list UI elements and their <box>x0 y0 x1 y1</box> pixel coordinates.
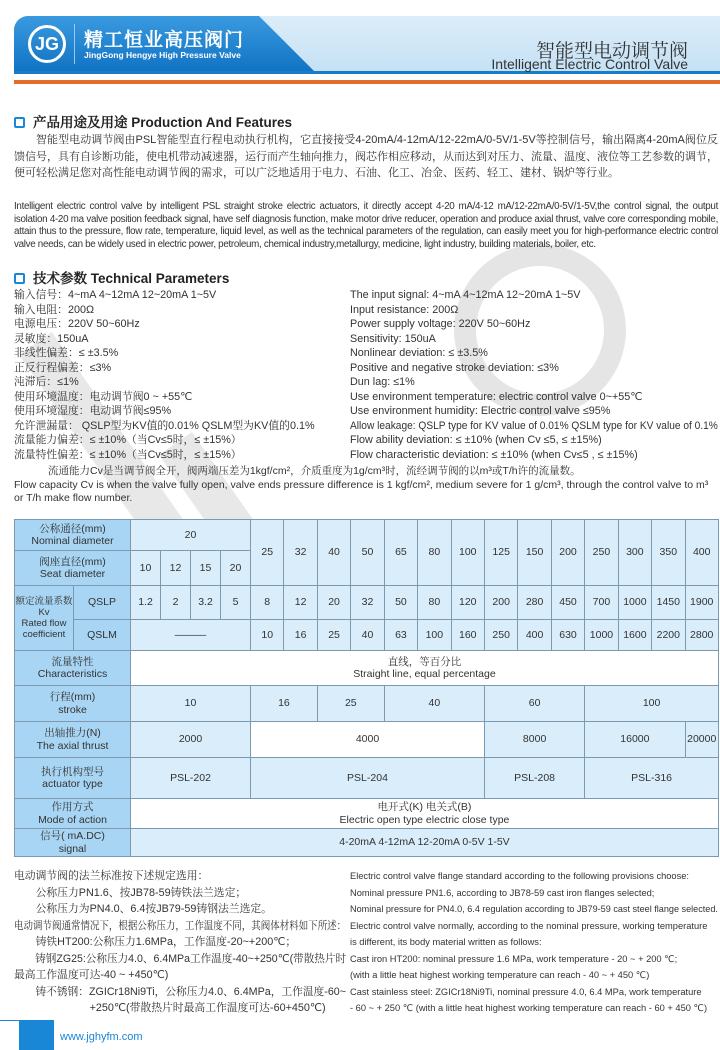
table-row <box>15 520 719 551</box>
table-cell: 8000 <box>484 722 584 758</box>
table-cell: 300 <box>618 520 651 586</box>
row-header <box>15 758 131 799</box>
table-cell: 12 <box>161 551 191 586</box>
table-cell <box>131 799 719 829</box>
footer-bar <box>19 1020 54 1050</box>
note-line: Electric control valve flange standard according to the following provisions choose: <box>350 871 690 881</box>
parameter-item: The input signal: 4~mA 4~12mA 12~20mA 1~5V <box>350 289 581 301</box>
table-row <box>15 799 719 829</box>
square-bullet-icon <box>14 117 25 128</box>
section-title-parameters <box>14 267 229 287</box>
table-cell: 100 <box>585 686 719 722</box>
table-cell: 12 <box>284 586 317 620</box>
table-cell: 5 <box>221 586 251 620</box>
section-title-text: 产品用途及用途 Production And Features <box>33 115 293 130</box>
table-cell: 8 <box>251 586 284 620</box>
table-row <box>15 620 719 651</box>
parameters-list-cn <box>14 288 348 462</box>
flow-capacity-note <box>14 465 718 506</box>
table-row <box>15 651 719 686</box>
table-cell: PSL-204 <box>251 758 485 799</box>
cell-text: actuator type <box>42 778 103 790</box>
table-cell: PSL-202 <box>131 758 251 799</box>
row-header <box>15 651 131 686</box>
table-cell: 20 <box>131 520 251 551</box>
table-cell: 4000 <box>251 722 485 758</box>
table-row <box>15 722 719 758</box>
table-cell: 150 <box>518 520 551 586</box>
note-line: Electric control valve normally, according to the nominal pressure, working temperature <box>350 920 708 931</box>
parameter-item: 非线性偏差：≤ ±3.5% <box>14 347 119 359</box>
table-cell: 4-20mA 4-12mA 12-20mA 0-5V 1-5V <box>131 829 719 857</box>
table-cell: 10 <box>131 686 251 722</box>
cell-text: Characteristics <box>37 668 108 680</box>
note-line: 铸铁HT200:公称压力1.6MPa，工作温度-20~+200℃； <box>14 936 297 948</box>
note-line: is different, its body material written as follows: <box>350 937 542 947</box>
parameter-item: Input resistance: 200Ω <box>350 303 459 316</box>
table-cell: PSL-316 <box>585 758 719 799</box>
parameter-item: 流量能力偏差：≤ ±10%（当Cv≤5时，≤ ±15%） <box>14 434 242 446</box>
table-cell: 1000 <box>618 586 651 620</box>
parameter-item: 允许泄漏量： QSLP型为KV值的0.01% QSLM型为KV值的0.1% <box>14 419 315 432</box>
table-cell: 10 <box>251 620 284 651</box>
parameter-item: Use environment humidity: Electric control valve ≤95% <box>350 405 611 417</box>
table-cell: 200 <box>484 586 517 620</box>
note-line: +250℃(带散热片时最高工作温度可达-60+450℃) <box>14 1002 326 1014</box>
cell-text: 公称通径(mm) <box>39 522 106 535</box>
table-cell: 1900 <box>685 586 718 620</box>
brand-name-cn: 精工恒业高压阀门 <box>84 30 245 51</box>
table-cell: 1450 <box>652 586 685 620</box>
table-cell: 16 <box>284 620 317 651</box>
parameter-item: 电源电压：220V 50~60Hz <box>14 318 140 330</box>
features-text-cn: 智能型电动调节阀由PSL智能型直行程电动执行机构，它直接接受4-20mA/4-12mA/12-22mA/0-5V/1-5V等控制信号，输出隔离4-20mA阀位反馈信号，具有自诊断功能，使电机带动减速器，运行而产生轴向推力，阀芯作相应移动，从而达到对压力、流量、温度、液位等工艺参数的调节，便可轻松满足您对高性能电动调节阀的需求，可以广泛地适用于电力、石油、化工、冶金、医药、轻工、建材、锅炉等行业。 <box>14 134 718 179</box>
flow-capacity-en: Flow capacity Cv is when the valve fully open, valve ends pressure difference is 1 kgf/cm², medium severe for 1 g/cm³, through the control valve to m³ or T/h make flow number. <box>14 478 709 504</box>
page-header <box>14 16 720 74</box>
table-cell: 20 <box>221 551 251 586</box>
table-cell: 25 <box>317 686 384 722</box>
table-cell: 40 <box>351 620 384 651</box>
square-bullet-icon <box>14 273 25 284</box>
section-title-text: 技术参数 Technical Parameters <box>33 271 230 286</box>
flange-notes-en <box>350 868 718 1017</box>
table-cell: 50 <box>384 586 417 620</box>
cell-text: 行程(mm) <box>49 691 96 703</box>
parameter-item: 沌滞后：≤1% <box>14 376 79 388</box>
parameter-item: 输入信号：4~mA 4~12mA 12~20mA 1~5V <box>14 289 217 301</box>
table-cell: 80 <box>418 586 451 620</box>
row-header <box>15 829 131 857</box>
note-line: Nominal pressure for PN4.0, 6.4 regulation according to JB79-59 cast steel flange selected. <box>350 904 718 914</box>
table-cell: 16000 <box>585 722 685 758</box>
table-row <box>15 829 719 857</box>
cell-text: Rated flow coefficient <box>21 618 67 640</box>
cell-text: 流量特性 <box>51 655 94 668</box>
note-line: Nominal pressure PN1.6, according to JB78-59 cast iron flanges selected; <box>350 887 655 898</box>
table-cell: 32 <box>284 520 317 586</box>
note-line: 最高工作温度可达-40 ~ +450℃) <box>14 969 169 981</box>
parameter-item: Dun lag: ≤1% <box>350 376 415 388</box>
table-cell: 10 <box>131 551 161 586</box>
product-title-cn: 智能型电动调节阀 <box>535 41 688 62</box>
flow-capacity-cn: 流通能力Cv是当调节阀全开，阀两端压差为1kgf/cm²，介质重度为1g/cm³时，流经调节阀的以m³或T/h许的流量数。 <box>48 465 581 477</box>
table-cell: 350 <box>652 520 685 586</box>
row-header <box>15 799 131 829</box>
parameters-list-en <box>350 288 718 462</box>
table-cell: 20000 <box>685 722 718 758</box>
cell-text: Mode of action <box>38 813 107 826</box>
table-cell: 2800 <box>685 620 718 651</box>
parameter-item: Positive and negative stroke deviation: ≤3% <box>350 361 559 374</box>
company-logo-icon: JG <box>28 25 66 63</box>
note-line: 电动调节阀通常情况下，根据公称压力，工作温度不同，其阀体材料如下所述： <box>14 919 347 932</box>
row-header <box>15 686 131 722</box>
table-cell: 15 <box>191 551 221 586</box>
cell-text: 作用方式 <box>51 801 94 813</box>
table-cell: 100 <box>418 620 451 651</box>
cell-text: 信号( mA.DC) <box>40 830 105 842</box>
parameter-item: Sensitivity: 150uA <box>350 332 436 345</box>
table-cell: 1000 <box>585 620 618 651</box>
table-cell: 100 <box>451 520 484 586</box>
table-cell: 250 <box>484 620 517 651</box>
cell-text: 额定流量系数Kv <box>15 596 73 618</box>
section-title-features <box>14 111 292 131</box>
orange-divider <box>14 80 720 84</box>
table-cell: 250 <box>585 520 618 586</box>
note-line: Cast stainless steel: ZGICr18Ni9Ti, nominal pressure 4.0, 6.4 MPa, work temperature <box>350 986 702 997</box>
cell-text: 直线，等百分比 <box>387 655 462 668</box>
cell-text: The axial thrust <box>36 739 109 752</box>
note-line: Cast iron HT200: nominal pressure 1.6 MPa, work temperature - 20 ~ + 200 ℃; <box>350 953 678 964</box>
table-row <box>15 586 719 620</box>
cell-text: signal <box>58 842 87 855</box>
cell-text: Nominal diameter <box>31 535 114 547</box>
parameter-item: 灵敏度：150uA <box>14 332 89 345</box>
note-line: 公称压力PN1.6、按JB78-59铸铁法兰选定； <box>14 886 247 899</box>
table-cell: 1.2 <box>131 586 161 620</box>
table-cell: 20 <box>317 586 350 620</box>
table-cell: 60 <box>484 686 584 722</box>
table-cell: 2200 <box>652 620 685 651</box>
table-cell: 3.2 <box>191 586 221 620</box>
note-line: 电动调节阀的法兰标准按下述规定选用： <box>14 870 209 882</box>
table-cell: 280 <box>518 586 551 620</box>
row-header <box>15 520 131 551</box>
table-cell: 32 <box>351 586 384 620</box>
table-cell: 400 <box>518 620 551 651</box>
parameter-item: Nonlinear deviation: ≤ ±3.5% <box>350 347 488 359</box>
parameter-item: 正反行程偏差：≤3% <box>14 361 112 374</box>
table-cell: 200 <box>551 520 584 586</box>
cell-text: 阀座直径(mm) <box>39 555 106 568</box>
note-line: 铸钢ZG25:公称压力4.0、6.4MPa工作温度-40~+250℃(带散热片时 <box>14 952 347 965</box>
parameter-item: Use environment temperature: electric control valve 0~+55℃ <box>350 390 643 403</box>
table-cell: 1600 <box>618 620 651 651</box>
table-row <box>15 758 719 799</box>
table-cell: 400 <box>685 520 718 586</box>
divider <box>74 24 75 64</box>
parameter-item: 使用环境温度：电动调节阀0 ~ +55℃ <box>14 390 193 403</box>
parameter-item: Allow leakage: QSLP type for KV value of 0.01% QSLM type for KV value of 0.1% <box>350 419 718 432</box>
table-cell: 65 <box>384 520 417 586</box>
row-subheader: QSLM <box>74 620 131 651</box>
brand-name-en: JingGong Hengye High Pressure Valve <box>84 50 241 60</box>
cell-text: 出轴推力(N) <box>44 727 101 739</box>
table-cell: 160 <box>451 620 484 651</box>
parameter-item: Power supply voltage: 220V 50~60Hz <box>350 318 531 330</box>
parameter-item: Flow ability deviation: ≤ ±10% (when Cv ≤5, ≤ ±15%) <box>350 434 602 446</box>
specifications-table <box>14 519 719 857</box>
cell-text: Electric open type electric close type <box>339 813 510 826</box>
note-line: 铸不锈钢：ZGICr18Ni9Ti，公称压力4.0、6.4MPa，工作温度-60~ <box>14 985 346 998</box>
parameter-item: 输入电阻：200Ω <box>14 303 95 316</box>
cell-text: Straight line, equal percentage <box>353 668 496 680</box>
table-cell: 16 <box>251 686 318 722</box>
table-cell: 25 <box>317 620 350 651</box>
row-subheader: QSLP <box>74 586 131 620</box>
cell-text: Seat diameter <box>39 568 106 580</box>
cell-text: 执行机构型号 <box>41 765 104 778</box>
table-cell: 700 <box>585 586 618 620</box>
note-line: (with a little heat highest working temperature can reach - 40 ~ + 450 ℃) <box>350 970 650 980</box>
table-cell: 63 <box>384 620 417 651</box>
website-link[interactable]: www.jghyfm.com <box>60 1031 143 1043</box>
table-cell: 25 <box>251 520 284 586</box>
table-cell: 120 <box>451 586 484 620</box>
note-line: 公称压力为PN4.0、6.4按JB79-59铸钢法兰选定。 <box>14 903 272 915</box>
table-cell: 450 <box>551 586 584 620</box>
table-cell: 2 <box>161 586 191 620</box>
table-cell: 40 <box>384 686 484 722</box>
table-row <box>15 686 719 722</box>
cell-text: stroke <box>58 703 87 716</box>
parameter-item: Flow characteristic deviation: ≤ ±10% (when Cv≤5 , ≤ ±15%) <box>350 448 638 461</box>
note-line: - 60 ~ + 250 ℃ (with a little heat highest working temperature can reach - 60 + 450 ℃) <box>350 1003 708 1013</box>
parameter-item: 使用环境湿度：电动调节阀≤95% <box>14 405 172 417</box>
table-cell: PSL-208 <box>484 758 584 799</box>
table-cell: ——— <box>131 620 251 651</box>
table-cell: 80 <box>418 520 451 586</box>
flange-notes-cn <box>14 868 346 1017</box>
table-cell: 50 <box>351 520 384 586</box>
table-cell: 2000 <box>131 722 251 758</box>
table-cell: 630 <box>551 620 584 651</box>
row-header <box>15 551 131 586</box>
table-cell <box>131 651 719 686</box>
cell-text: 电开式(K) 电关式(B) <box>377 801 472 813</box>
row-header <box>15 586 74 651</box>
row-header <box>15 722 131 758</box>
parameter-item: 流量特性偏差：≤ ±10%（当Cv≤5时，≤ ±15%） <box>14 448 242 461</box>
table-cell: 125 <box>484 520 517 586</box>
table-cell: 40 <box>317 520 350 586</box>
features-text-en: Intelligent electric control valve by intelligent PSL straight stroke electric actuators, it directly accept 4-20 mA/4-12 mA/12-22mA/0-5V/1-5V,the control signal, the output isolation 4-20 ma valve position feedback signal, have self diagnosis function, make motor drive reducer, operation and produce axial thrust, valve core corresponding mobile, attain thus to the pressure, flow rate, temperature, liquid level, as well as the technical parameters of the regulation, can easily meet you for high-performance electric control valve needs, can be widely used in electric power, petroleum, chemical industry,metallurgy, medicine, light industry, building materials, boiler, etc. <box>14 201 718 250</box>
product-title-en: Intelligent Electric Control Valve <box>491 56 688 72</box>
